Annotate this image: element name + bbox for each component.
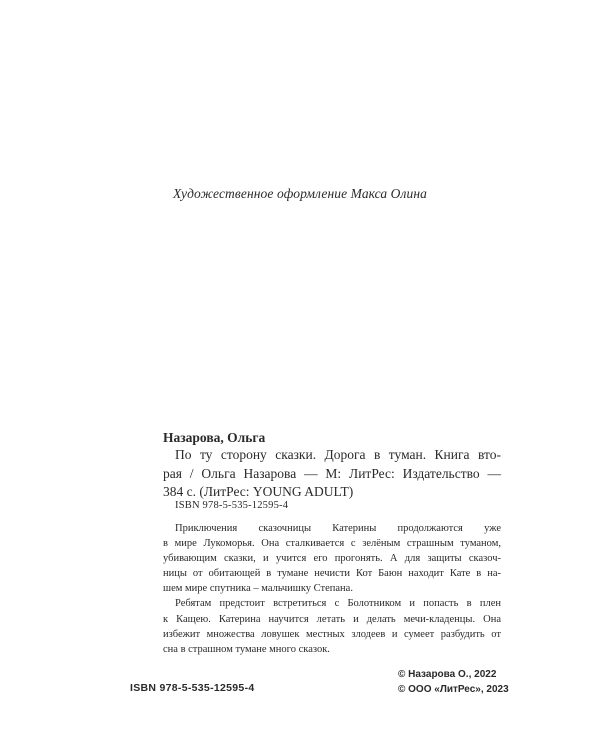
annotation-line: сна в страшном тумане много сказок. bbox=[163, 643, 330, 655]
copyright-publisher: © ООО «ЛитРес», 2023 bbox=[398, 684, 509, 695]
footer-isbn: ISBN 978-5-535-12595-4 bbox=[130, 682, 255, 694]
author-heading: Назарова, Ольга bbox=[163, 430, 266, 445]
annotation-line: убивающим сказки, и учится его прогонять. А для защиты сказоч- bbox=[163, 553, 501, 565]
bib-line: По ту сторону сказки. Дорога в туман. Книга вто- bbox=[175, 447, 501, 462]
annotation-line: в мире Лукоморья. Она сталкивается с зелёным страшным туманом, bbox=[163, 538, 501, 550]
annotation-line: Приключения сказочницы Катерины продолжаются уже bbox=[175, 523, 501, 534]
design-credit: Художественное оформление Макса Олина bbox=[172, 186, 427, 201]
annotation-line: к Кащею. Катерина научится летать и делать мечи-кладенцы. Она bbox=[163, 613, 501, 625]
bib-line: рая / Ольга Назарова — М: ЛитРес: Издательство — bbox=[163, 465, 501, 481]
annotation-line: избежит множества ловушек местных злодеев и сумеет разбудить от bbox=[163, 628, 501, 640]
annotation-line: ницы от обитающей в тумане нечисти Кот Баюн находит Кате в на- bbox=[163, 568, 501, 580]
bibliographic-description bbox=[163, 446, 501, 502]
bib-line: 384 с. (ЛитРес: YOUNG ADULT) bbox=[163, 484, 354, 499]
annotation bbox=[163, 521, 501, 657]
annotation-line: Ребятам предстоит встретиться с Болотником и попасть в плен bbox=[175, 598, 501, 610]
bib-isbn: ISBN 978-5-535-12595-4 bbox=[175, 500, 289, 511]
annotation-line: шем мире спутника – мальчишку Степана. bbox=[163, 583, 353, 595]
copyright-block bbox=[398, 667, 509, 697]
copyright-author: © Назарова О., 2022 bbox=[398, 669, 497, 680]
